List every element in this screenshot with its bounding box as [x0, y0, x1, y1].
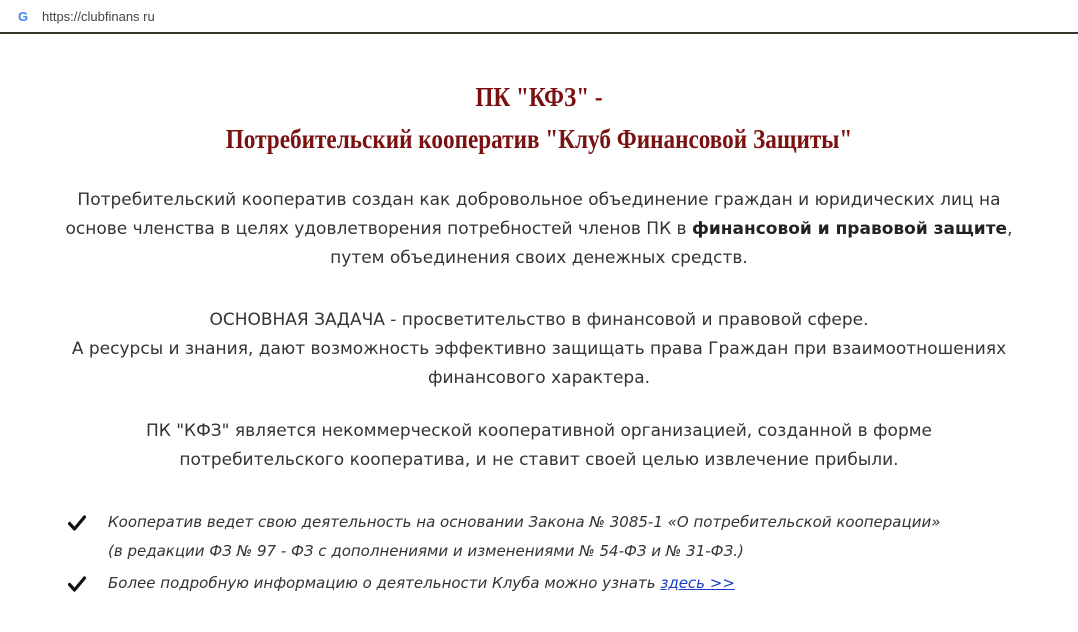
law-line1: Кооператив ведет свою деятельность на основании Закона № 3085-1 «О потребительской кооперации» — [108, 513, 941, 531]
intro-line1: Потребительский кооператив создан как добровольное объединение граждан и юридических лиц на — [77, 190, 1001, 210]
google-g-icon: G — [17, 8, 29, 24]
here-link[interactable]: здесь >> — [660, 574, 735, 592]
intro-line2 — [0, 215, 1078, 244]
task-paragraph — [0, 306, 1078, 393]
intro-line2-comma: , — [1007, 219, 1013, 239]
law-line2: (в редакции ФЗ № 97 - ФЗ с дополнениями и изменениями № 54-ФЗ и № 31-ФЗ.) — [108, 542, 744, 560]
page-title-line2: Потребительский кооператив "Клуб Финансовой Защиты" — [225, 124, 853, 154]
intro-line2-text: основе членства в целях удовлетворения потребностей членов ПК в — [65, 219, 692, 239]
url-text[interactable]: https://clubfinans ru — [42, 8, 155, 24]
page-title-line1: ПК "КФЗ" - — [475, 82, 603, 112]
page-content — [0, 34, 1078, 632]
intro-paragraph — [0, 186, 1078, 273]
intro-line2-bold: финансовой и правовой защите — [691, 219, 1008, 239]
browser-address-bar[interactable] — [0, 0, 1078, 34]
checkmark-icon — [68, 575, 86, 593]
status-line2: потребительского кооператива, и не ставит своей целью извлечение прибыли. — [179, 450, 899, 470]
task-line3: финансового характера. — [427, 368, 651, 388]
status-paragraph — [0, 417, 1078, 475]
list-item-law-text — [108, 508, 940, 566]
list-item-law — [68, 508, 1028, 566]
list-item-more-info — [68, 569, 1028, 598]
task-line2: А ресурсы и знания, дают возможность эффективно защищать права Граждан при взаимоотношениях — [71, 339, 1007, 359]
task-line1: ОСНОВНАЯ ЗАДАЧА - просветительство в финансовой и правовой сфере. — [209, 310, 869, 330]
checkmark-icon — [68, 514, 86, 532]
more-info-text — [108, 569, 735, 598]
more-info-label: Более подробную информацию о деятельности Клуба можно узнать — [108, 574, 661, 592]
status-line1: ПК "КФЗ" является некоммерческой кооперативной организацией, созданной в форме — [145, 421, 933, 441]
intro-line3: путем объединения своих денежных средств. — [330, 248, 748, 268]
